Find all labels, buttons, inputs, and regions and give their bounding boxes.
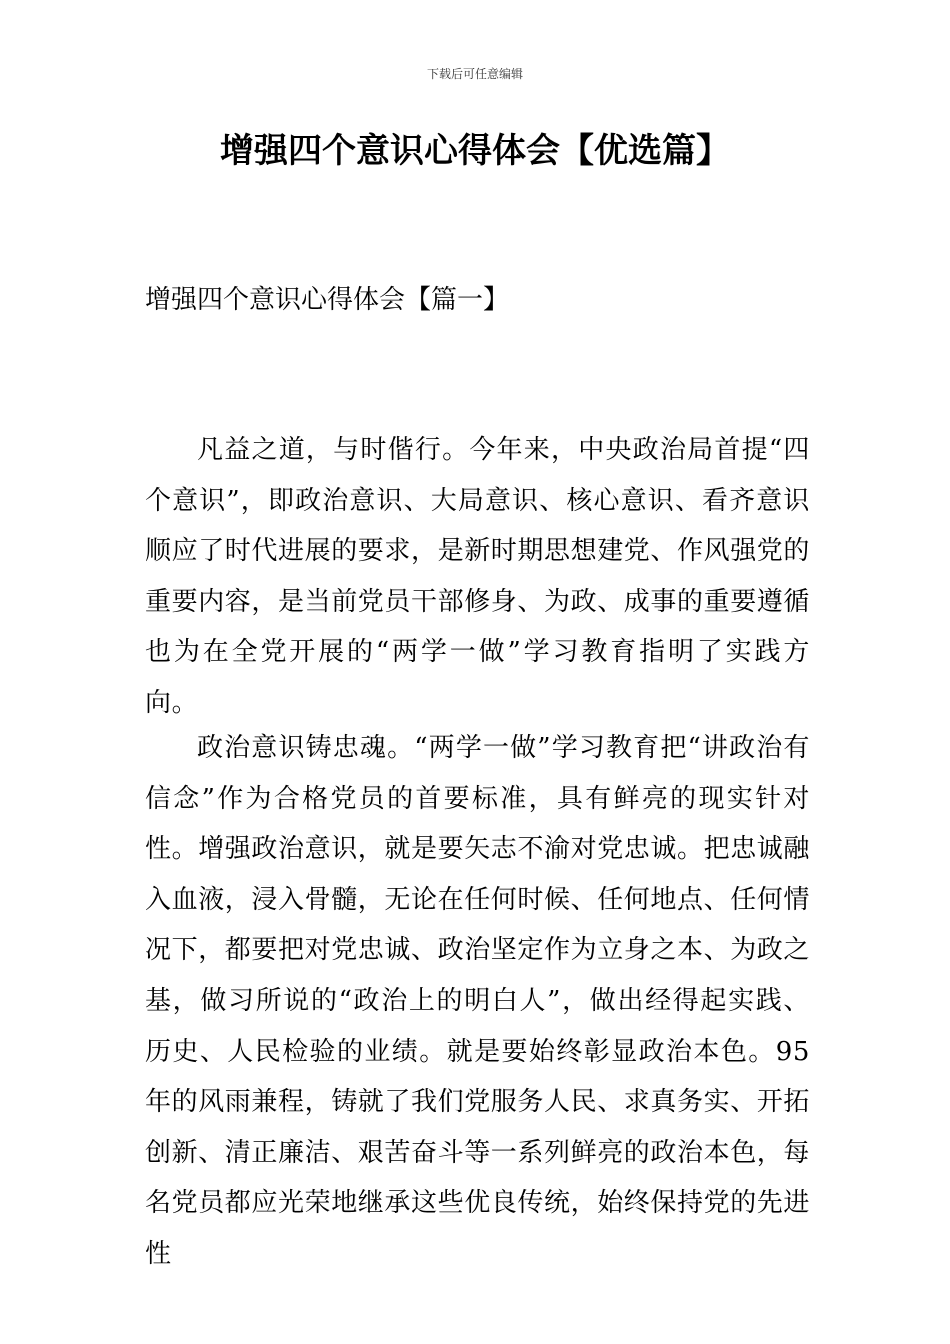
section-heading: 增强四个意识心得体会【篇一】 <box>145 285 510 315</box>
body-paragraph: 凡益之道，与时偕行。今年来，中央政治局首提“四个意识”，即政治意识、大局意识、核心意识、看齐意识顺应了时代进展的要求，是新时期思想建党、作风强党的重要内容，是当前党员干部修身、为政、成事的重要遵循也为在全党开展的“两学一做”学习教育指明了实践方向。 <box>145 435 811 718</box>
document-title: 增强四个意识心得体会【优选篇】 <box>220 131 730 171</box>
body-paragraph: 政治意识铸忠魂。“两学一做”学习教育把“讲政治有信念”作为合格党员的首要标准，具有鲜亮的现实针对性。增强政治意识，就是要矢志不渝对党忠诚。把忠诚融入血液，浸入骨髓，无论在任何时候、任何地点、任何情况下，都要把对党忠诚、政治坚定作为立身之本、为政之基，做习所说的“政治上的明白人”，做出经得起实践、历史、人民检验的业绩。就是要始终彰显政治本色。95年的风雨兼程，铸就了我们党服务人民、求真务实、开拓创新、清正廉洁、艰苦奋斗等一系列鲜亮的政治本色，每名党员都应光荣地继承这些优良传统，始终保持党的先进性 <box>145 733 811 1269</box>
header-note: 下载后可任意编辑 <box>426 67 523 81</box>
